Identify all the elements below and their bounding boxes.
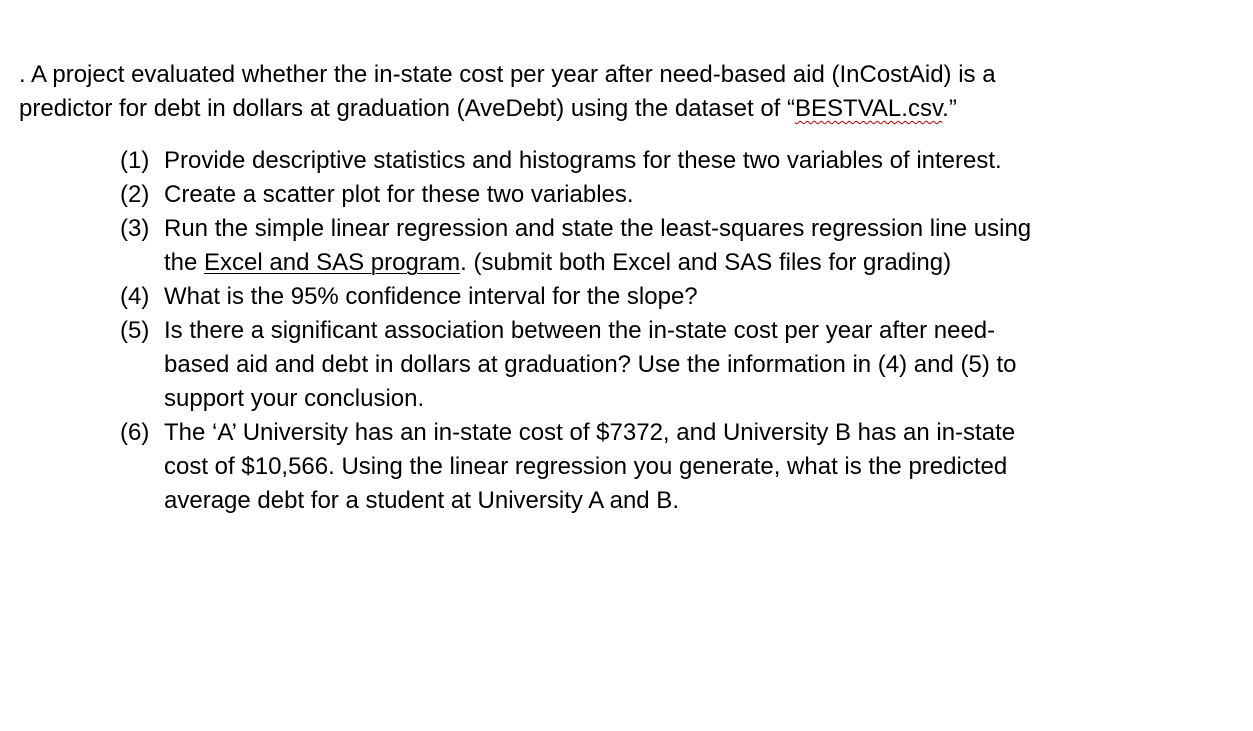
question-text (164, 280, 1200, 314)
intro-line-2-text: predictor for debt in dollars at graduation (AveDebt) using the dataset of “ (19, 95, 796, 122)
question-line: The ‘A’ University has an in-state cost of $7372, and University B has an in-state (164, 419, 1016, 446)
question-item (120, 178, 1200, 212)
question-number: (3) (120, 215, 150, 242)
excel-sas-program-link[interactable]: Excel and SAS program (204, 249, 461, 276)
question-line: based aid and debt in dollars at graduation? Use the information in (4) and (5) to (164, 351, 1017, 378)
question-line: Is there a significant association between the in-state cost per year after need- (164, 317, 996, 344)
question-line: cost of $10,566. Using the linear regression you generate, what is the predicted (164, 453, 1008, 480)
question-number: (4) (120, 283, 150, 310)
question-text (164, 314, 1200, 416)
question-text (164, 212, 1200, 280)
question-item (120, 314, 1200, 416)
question-number: (1) (120, 147, 150, 174)
question-number: (6) (120, 419, 150, 446)
question-text (164, 416, 1200, 518)
intro-paragraph (19, 58, 1199, 126)
question-number: (2) (120, 181, 150, 208)
spellcheck-filename[interactable]: BESTVAL.csv (795, 95, 943, 122)
question-line: average debt for a student at University A and B. (164, 487, 679, 514)
question-item (120, 416, 1200, 518)
question-line: support your conclusion. (164, 385, 425, 412)
intro-line-2 (19, 92, 1199, 126)
question-line: What is the 95% confidence interval for the slope? (164, 283, 698, 310)
question-item (120, 280, 1200, 314)
question-line: Provide descriptive statistics and histograms for these two variables of interest. (164, 147, 1002, 174)
question-line: Run the simple linear regression and state the least-squares regression line using (164, 215, 1032, 242)
question-list (120, 144, 1200, 518)
question-line-start: the (164, 249, 205, 276)
question-text (164, 178, 1200, 212)
question-number: (5) (120, 317, 150, 344)
question-line: Create a scatter plot for these two variables. (164, 181, 634, 208)
question-line (164, 246, 1200, 280)
question-line-end: . (submit both Excel and SAS files for grading) (460, 249, 952, 276)
question-item (120, 212, 1200, 280)
intro-line-2-end: .” (942, 95, 957, 122)
intro-line-1: . A project evaluated whether the in-state cost per year after need-based aid (InCostAid) is a (19, 61, 996, 88)
question-item (120, 144, 1200, 178)
question-text (164, 144, 1200, 178)
